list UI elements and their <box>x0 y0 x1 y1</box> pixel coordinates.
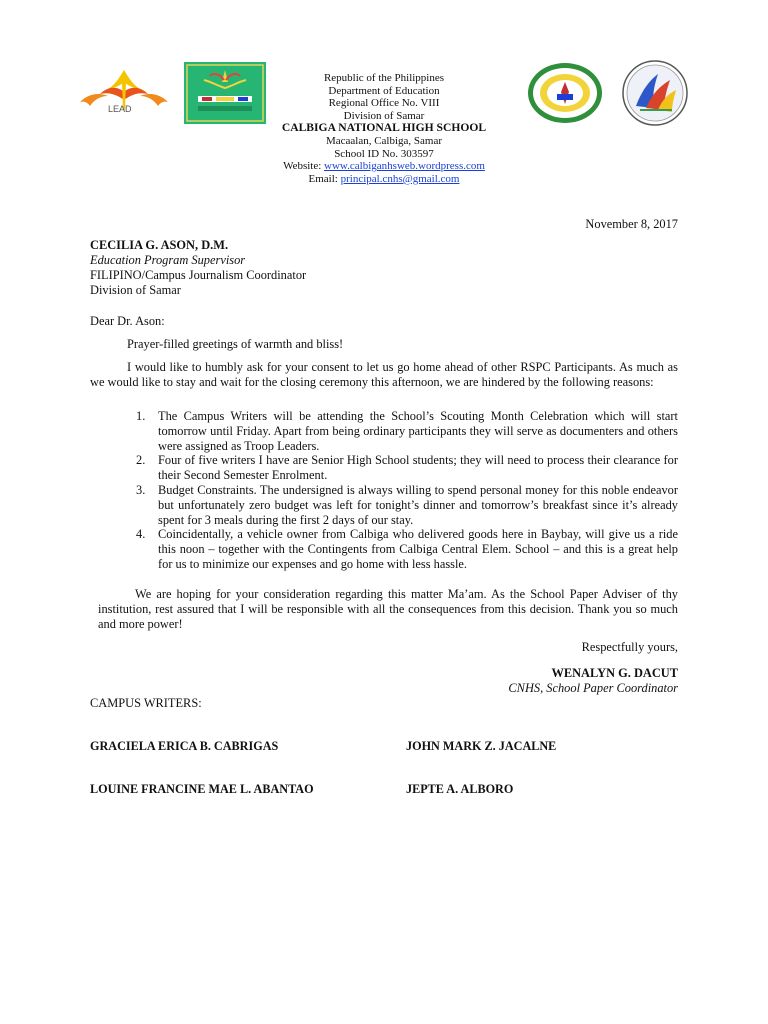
greeting: Prayer-filled greetings of warmth and bliss! <box>127 337 344 351</box>
list-item-text: Four of five writers I have are Senior High School students; they will need to process their clearance for their Second Semester Enrolment. <box>158 453 678 483</box>
writer-name: JEPTE A. ALBORO <box>406 782 514 796</box>
school-address: Macaalan, Calbiga, Samar <box>325 134 443 147</box>
letter-date: November 8, 2017 <box>585 217 678 231</box>
email-line <box>0 173 768 186</box>
recipient-office: Division of Samar <box>90 283 181 297</box>
lead-logo-text: LEAD <box>108 104 132 114</box>
website-line <box>0 160 768 173</box>
letterhead-line-4: Division of Samar <box>343 109 425 122</box>
signatory-name: WENALYN G. DACUT <box>551 666 678 680</box>
letterhead-line-1: Republic of the Philippines <box>323 72 445 84</box>
website-link[interactable]: www.calbiganhsweb.wordpress.com <box>324 160 485 173</box>
recipient-block <box>90 238 306 298</box>
list-item-number: 3. <box>136 482 146 497</box>
writer-name: JOHN MARK Z. JACALNE <box>406 739 557 753</box>
list-item-number: 1. <box>136 409 146 423</box>
letterhead-line-3: Regional Office No. VIII <box>328 97 440 110</box>
letterhead <box>0 72 768 185</box>
list-item-number: 4. <box>136 527 146 542</box>
letterhead-line-2: Department of Education <box>328 84 440 97</box>
list-item-number: 2. <box>136 453 146 468</box>
closing-paragraph: We are hoping for your consideration regarding this matter Ma’am. As the School Paper Adviser of thy institution, rest assured that I will be responsible with all the consequences from this decision. Thank you so much and more power! <box>98 587 678 631</box>
salutation: Dear Dr. Ason: <box>90 314 165 328</box>
list-item <box>136 483 678 527</box>
signatory-block <box>508 666 678 696</box>
recipient-name: CECILIA G. ASON, D.M. <box>90 238 229 252</box>
writer-name: LOUINE FRANCINE MAE L. ABANTAO <box>90 782 314 796</box>
writer-name: GRACIELA ERICA B. CABRIGAS <box>90 739 279 753</box>
recipient-title: Education Program Supervisor <box>90 253 246 267</box>
list-item <box>136 409 678 453</box>
writers-label: CAMPUS WRITERS: <box>90 696 202 710</box>
website-label: Website: <box>283 160 322 173</box>
school-name: CALBIGA NATIONAL HIGH SCHOOL <box>281 121 487 135</box>
intro-paragraph: I would like to humbly ask for your consent to let us go home ahead of other RSPC Participants. As much as we would like to stay and wait for the closing ceremony this afternoon, we are hindered by the following reasons: <box>90 360 678 389</box>
reasons-list <box>136 409 678 572</box>
list-item <box>136 453 678 483</box>
email-label: Email: <box>308 172 338 185</box>
complimentary-close: Respectfully yours, <box>581 640 678 654</box>
school-id: School ID No. 303597 <box>334 147 434 160</box>
list-item-text: Coincidentally, a vehicle owner from Calbiga who delivered goods here in Baybay, will give us a ride this noon – together with the Contingents from Calbiga Central Elem. School – and this is a great help for us to minimize our expenses and go home with less hassle. <box>158 527 678 571</box>
recipient-role: FILIPINO/Campus Journalism Coordinator <box>90 268 307 282</box>
list-item-text: The Campus Writers will be attending the School’s Scouting Month Celebration which will start tomorrow until Friday. Apart from being ordinary participants they will serve as documenters and others were assigned as Troop Leaders. <box>158 409 678 453</box>
list-item <box>136 527 678 571</box>
list-item-text: Budget Constraints. The undersigned is always willing to spend personal money for this noble endeavor but unfortunately zero budget was left for tonight’s dinner and tomorrow’s breakfast since it’s already spent for 3 meals during the first 2 days of our stay. <box>158 482 678 527</box>
email-link[interactable]: principal.cnhs@gmail.com <box>340 172 460 185</box>
signatory-title: CNHS, School Paper Coordinator <box>508 681 678 695</box>
